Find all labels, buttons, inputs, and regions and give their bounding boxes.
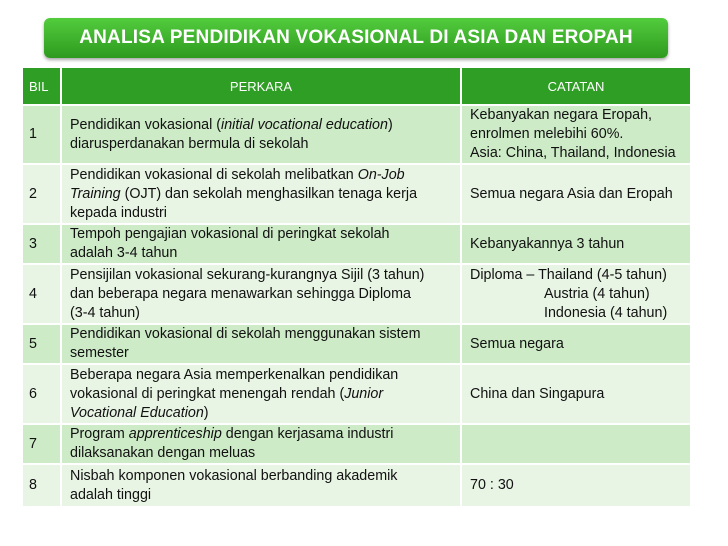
table-row [23,264,690,324]
row-catatan: Semua negara [461,324,690,364]
row-perkara: Program apprenticeship dengan kerjasama industri dilaksanakan dengan meluas [61,424,461,464]
table-row [23,424,690,464]
header-catatan: CATATAN [461,68,690,105]
table-row [23,105,690,164]
row-perkara: Tempoh pengajian vokasional di peringkat sekolah adalah 3-4 tahun [61,224,461,264]
row-perkara: Pendidikan vokasional di sekolah menggunakan sistem semester [61,324,461,364]
slide-title: ANALISA PENDIDIKAN VOKASIONAL DI ASIA DAN EROPAH [44,18,668,58]
row-number: 1 [23,105,61,164]
row-number: 5 [23,324,61,364]
row-perkara: Pensijilan vokasional sekurang-kurangnya Sijil (3 tahun) dan beberapa negara menawarkan sehingga Diploma (3-4 tahun) [61,264,461,324]
row-perkara: Nisbah komponen vokasional berbanding akademik adalah tinggi [61,464,461,506]
row-catatan: Kebanyakannya 3 tahun [461,224,690,264]
table-header-row [23,68,690,105]
table-row [23,364,690,424]
row-catatan: China dan Singapura [461,364,690,424]
header-perkara: PERKARA [61,68,461,105]
row-catatan [461,424,690,464]
row-catatan: Semua negara Asia dan Eropah [461,164,690,224]
row-perkara: Beberapa negara Asia memperkenalkan pendidikan vokasional di peringkat menengah rendah (Junior Vocational Education) [61,364,461,424]
table-row [23,224,690,264]
analysis-table [23,68,690,506]
table-row [23,324,690,364]
row-number: 4 [23,264,61,324]
row-number: 7 [23,424,61,464]
row-number: 8 [23,464,61,506]
row-perkara: Pendidikan vokasional (initial vocational education) diarusperdanakan bermula di sekolah [61,105,461,164]
row-perkara: Pendidikan vokasional di sekolah melibatkan On-Job Training (OJT) dan sekolah menghasilkan tenaga kerja kepada industri [61,164,461,224]
row-catatan: Diploma – Thailand (4-5 tahun) Austria (4 tahun) Indonesia (4 tahun) [461,264,690,324]
row-catatan: Kebanyakan negara Eropah, enrolmen melebihi 60%. Asia: China, Thailand, Indonesia [461,105,690,164]
table-row [23,464,690,506]
row-number: 2 [23,164,61,224]
row-number: 3 [23,224,61,264]
table-row [23,164,690,224]
row-catatan: 70 : 30 [461,464,690,506]
row-number: 6 [23,364,61,424]
header-bil: BIL [23,68,61,105]
